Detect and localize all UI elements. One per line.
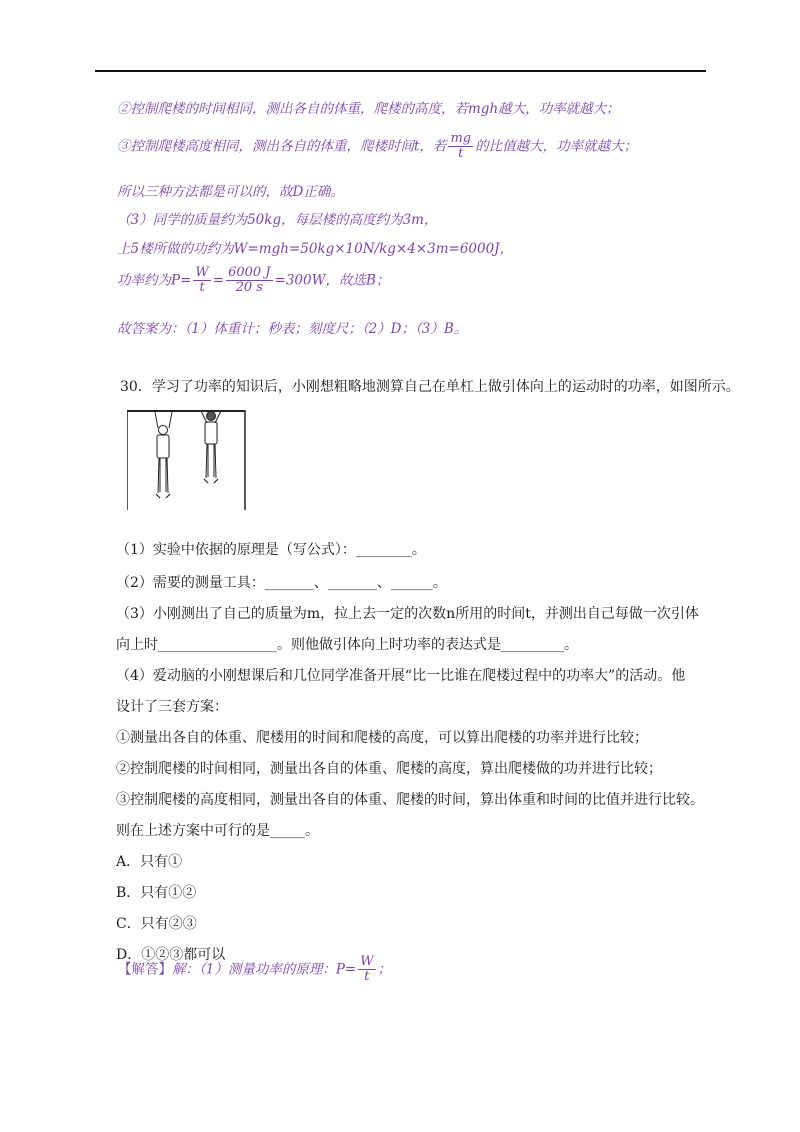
sub-question-4a: （4）爱动脑的小刚想课后和几位同学准备开展“比一比谁在爬楼过程中的功率大”的活动。他 [116,668,686,684]
fraction-w-over-t [193,266,210,296]
answer-post: ； [377,961,392,978]
answer-pre: 解：（1）测量功率的原理：P= [172,961,357,978]
sub-question-2: （2）需要的测量工具：_______、_______、______。 [116,575,447,591]
solution-line-2: ②控制爬楼的时间相同，测出各自的体重，爬楼的高度，若mgh越大，功率就越大； [117,101,620,117]
option-d: D．①②③都可以 [116,947,226,963]
person-hanging [155,412,172,498]
fraction-denominator: t [364,969,370,985]
sub-question-1: （1）实验中依据的原理是（写公式）：________。 [116,542,426,558]
pull-up-figure [127,408,247,510]
fraction-denominator: t [199,280,205,296]
solution-line-6: 上5楼所做的功约为W=mgh=50kg×10N/kg×4×3m=6000J， [117,241,514,257]
plan-3: ③控制爬楼的高度相同，测量出各自的体重、爬楼的时间，算出体重和时间的比值并进行比较。 [116,792,704,808]
sub-question-4b: 设计了三套方案： [116,699,228,715]
answer-tag: 【解答】 [118,961,172,978]
option-b: B．只有①② [116,885,197,901]
solution-line-3 [117,132,637,162]
fraction-numerator: mg [450,131,472,146]
option-c: C．只有②③ [116,916,197,932]
plan-2: ②控制爬楼的时间相同，测量出各自的体重、爬楼的高度，算出爬楼做的功并进行比较； [116,761,662,777]
solution-line-3-post: 的比值越大，功率就越大； [475,138,638,155]
fraction-numerator: W [195,265,209,280]
header-rule [95,70,706,72]
solution-line-5: （3）同学的质量约为50kg，每层楼的高度约为3m， [117,212,438,228]
fraction-w-over-t-answer [358,955,375,985]
fraction-denominator: t [458,146,464,162]
question-ask: 则在上述方案中可行的是_____。 [116,823,319,839]
solution-line-3-pre: ③控制爬楼高度相同，测出各自的体重，爬楼时间t，若 [117,138,447,155]
answer-line [118,955,391,985]
solution-line-7-pre: 功率约为P= [117,272,192,289]
option-a: A．只有① [116,854,183,870]
fraction-numerator: W [360,954,374,969]
fraction-mg-over-t [448,132,473,162]
fraction-denominator: 20 s [235,280,263,296]
plan-1: ①测量出各自的体重、爬楼用的时间和爬楼的高度，可以算出爬楼的功率并进行比较； [116,730,648,746]
question-title: 30．学习了功率的知识后，小刚想粗略地测算自己在单杠上做引体向上的运动时的功率，如图所示。 [120,379,740,395]
fraction-numerator: 6000 J [228,265,271,280]
sub-question-3b: 向上时_________________。则他做引体向上时功率的表达式是_________。 [116,637,578,653]
person-pulled-up [201,411,221,483]
sub-question-3a: （3）小刚测出了自己的质量为m，拉上去一定的次数n所用的时间t，并测出自己每做一次引体 [116,606,699,622]
solution-line-8: 故答案为：（1）体重计；秒表；刻度尺；（2）D；（3）B。 [117,321,468,337]
solution-line-7-post: =300W，故选B； [274,272,390,289]
solution-line-7 [117,266,389,296]
solution-line-4: 所以三种方法都是可以的，故D正确。 [117,184,344,200]
fraction-6000j-over-20s [226,266,272,296]
equals-sign: = [212,272,225,289]
